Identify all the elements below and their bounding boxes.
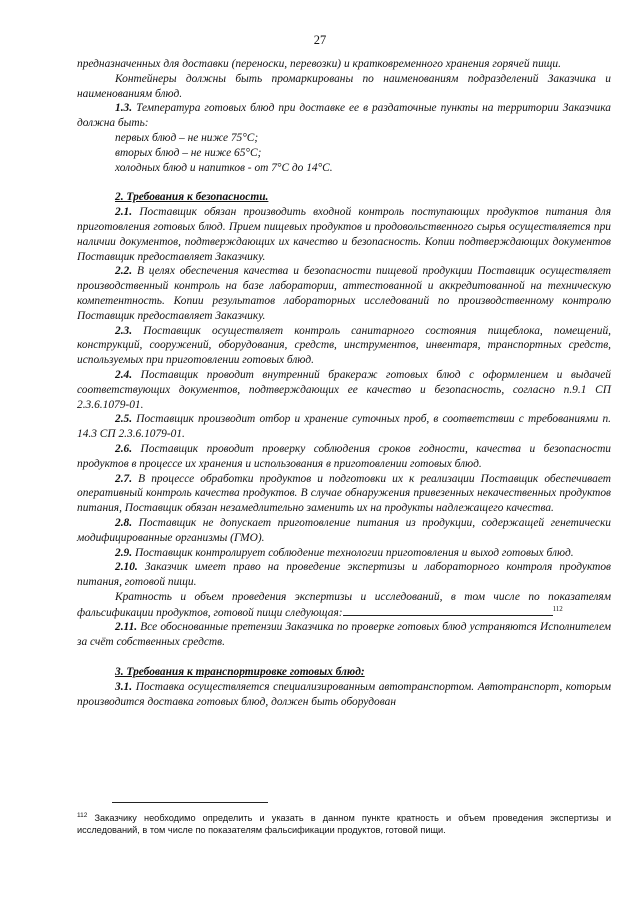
item-2-4: [77, 368, 611, 412]
item-number: 2.1.: [115, 206, 133, 219]
item-text: Поставщик проводит проверку соблюдения сроков годности, качества и безопасности продуктов в процессе их хранения и использования в приготовлении готовых блюд.: [77, 442, 611, 470]
containers-paragraph: Контейнеры должны быть промаркированы по наименованиям подразделений Заказчика и наименованиям блюд.: [77, 72, 611, 100]
item-text: Поставщик контролирует соблюдение технологии приготовления и выход готовых блюд.: [132, 546, 574, 559]
item-2-1: [77, 205, 611, 264]
item-text: Поставщик производит отбор и хранение суточных проб, в соответствии с требованиями п. 14.3 СП 2.3.6.1079-01.: [77, 413, 611, 441]
item-number: 2.9.: [115, 546, 133, 559]
item-2-6: [77, 442, 611, 472]
footnote: [77, 812, 611, 836]
item-number: 2.8.: [115, 516, 133, 529]
item-1-3: [77, 101, 611, 131]
item-number: 2.3.: [115, 324, 133, 337]
item-3-1: [77, 680, 611, 710]
item-number: 1.3.: [115, 102, 133, 115]
temp-cold-dishes: холодных блюд и напитков - от 7°С до 14°С.: [115, 161, 333, 174]
item-text: Все обоснованные претензии Заказчика по проверке готовых блюд устраняются Исполнителем за счёт собственных средств.: [77, 621, 611, 649]
item-2-2: [77, 264, 611, 323]
item-2-11: [77, 620, 611, 650]
frequency-text: Кратность и объем проведения экспертизы и исследований, в том числе по показателям фальсификации продуктов, готовой пищи следующая:: [77, 590, 611, 619]
fill-in-line[interactable]: [343, 605, 553, 616]
item-number: 2.10.: [115, 561, 138, 574]
footnote-text: Заказчику необходимо определить и указать в данном пункте кратность и объем проведения экспертизы и исследований, в том числе по показателям фальсификации продуктов, готовой пищи.: [77, 813, 611, 835]
temp-second-courses: вторых блюд – не ниже 65°С;: [115, 146, 262, 159]
footnote-reference: 112: [552, 604, 563, 613]
footnote-divider: [112, 802, 268, 803]
item-number: 2.5.: [115, 413, 133, 426]
item-number: 2.11.: [115, 621, 138, 634]
item-text: Поставщик обязан производить входной контроль поступающих продуктов питания для приготовления готовых блюд. Прием пищевых продуктов и продовольственного сырья осуществляется при наличии документов, подтверждающих их качество и безопасность. Копии подтверждающих документов Поставщик предоставляет Заказчику.: [77, 206, 611, 263]
item-text: В процессе обработки продуктов и подготовки их к реализации Поставщик обеспечивает оперативный контроль качества продуктов. В случае обнаружения привезенных некачественных продуктов питания, Поставщик обязан незамедлительно заменить их на продукты надлежащего качества.: [77, 472, 611, 515]
page-number: 27: [313, 33, 327, 47]
temp-first-courses: первых блюд – не ниже 75°С;: [115, 131, 259, 144]
section-2-heading: 2. Требования к безопасности.: [115, 191, 269, 204]
item-number: 2.4.: [115, 368, 133, 381]
item-2-8: [77, 516, 611, 546]
section-3-heading: 3. Требования к транспортировке готовых блюд:: [115, 666, 365, 679]
item-2-3: [77, 324, 611, 368]
item-number: 2.7.: [115, 472, 133, 485]
item-2-7: [77, 472, 611, 516]
footnote-number: 112: [77, 811, 88, 819]
item-text: Заказчик имеет право на проведение экспертизы и лабораторного контроля продуктов питания, готовой пищи.: [77, 561, 611, 589]
document-body: [77, 57, 611, 709]
item-text: Поставщик не допускает приготовление питания из продукции, содержащей генетически модифицированные организмы (ГМО).: [77, 516, 611, 544]
item-text: Поставка осуществляется специализированным автотранспортом. Автотранспорт, которым производится доставка готовых блюд, должен быть оборудован: [77, 680, 611, 708]
item-2-9: [77, 546, 611, 561]
item-2-5: [77, 412, 611, 442]
item-text: В целях обеспечения качества и безопасности пищевой продукции Поставщик осуществляет производственный контроль на базе лаборатории, аттестованной и аккредитованной на техническую компетентность. Копии результатов лабораторных исследований по производственному контролю Поставщик предоставляет Заказчику.: [77, 265, 611, 322]
item-number: 2.2.: [115, 265, 133, 278]
item-text: Поставщик осуществляет контроль санитарного состояния пищеблока, помещений, конструкций, сооружений, оборудования, средств, инструментов, инвентаря, транспортных средств, используемых при приготовлении готовых блюд.: [77, 324, 611, 367]
item-text: Температура готовых блюд при доставке ее в раздаточные пункты на территории Заказчика должна быть:: [77, 102, 611, 130]
frequency-paragraph: [77, 590, 611, 621]
item-2-10: [77, 560, 611, 590]
item-number: 2.6.: [115, 442, 133, 455]
continuation-paragraph: предназначенных для доставки (переноски, перевозки) и кратковременного хранения горячей пищи.: [77, 58, 561, 70]
item-text: Поставщик проводит внутренний бракераж готовых блюд с оформлением и выдачей соответствующих документов, подтверждающих ее качество и безопасность, согласно п.9.1 СП 2.3.6.1079-01.: [77, 368, 611, 411]
item-number: 3.1.: [115, 680, 133, 693]
